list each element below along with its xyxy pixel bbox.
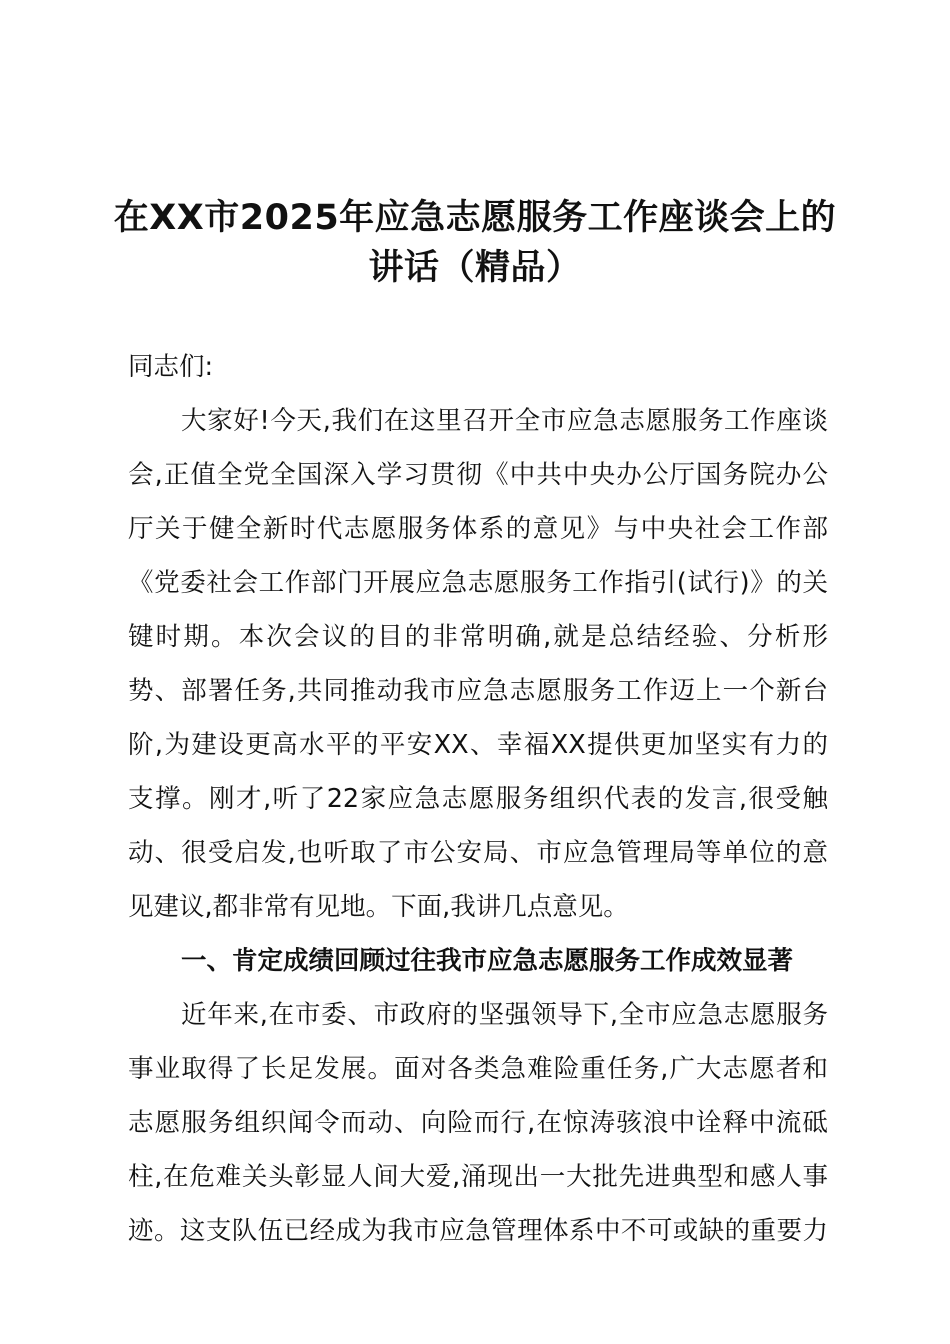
section-heading: 一、肯定成绩回顾过往我市应急志愿服务工作成效显著	[181, 946, 794, 976]
text-line: 会,正值全党全国深入学习贯彻《中共中央办公厅国务院办公	[128, 460, 828, 490]
text-line: 见建议,都非常有见地。下面,我讲几点意见。	[128, 892, 629, 922]
paragraph-intro	[128, 394, 828, 934]
text-line: 大家好!今天,我们在这里召开全市应急志愿服务工作座谈	[181, 406, 828, 436]
text-line: 支撑。刚才,听了22家应急志愿服务组织代表的发言,很受触	[128, 784, 828, 814]
title-line: 讲话（精品）	[368, 248, 582, 288]
text-line: 动、很受启发,也听取了市公安局、市应急管理局等单位的意	[128, 838, 828, 868]
text-line: 势、部署任务,共同推动我市应急志愿服务工作迈上一个新台	[128, 676, 828, 706]
text-line: 事业取得了长足发展。面对各类急难险重任务,广大志愿者和	[128, 1054, 828, 1084]
paragraph-achievements	[128, 988, 828, 1258]
document-title	[0, 193, 950, 293]
text-line: 键时期。本次会议的目的非常明确,就是总结经验、分析形	[128, 622, 828, 652]
text-line: 厅关于健全新时代志愿服务体系的意见》与中央社会工作部	[128, 514, 828, 544]
text-line: 阶,为建设更高水平的平安XX、幸福XX提供更加坚实有力的	[128, 730, 828, 760]
text-line: 志愿服务组织闻令而动、向险而行,在惊涛骇浪中诠释中流砥	[128, 1108, 828, 1138]
text-line: 近年来,在市委、市政府的坚强领导下,全市应急志愿服务	[181, 1000, 828, 1030]
text-line: 迹。这支队伍已经成为我市应急管理体系中不可或缺的重要力	[128, 1216, 828, 1246]
salutation: 同志们:	[128, 352, 214, 382]
text-line: 《党委社会工作部门开展应急志愿服务工作指引(试行)》的关	[128, 568, 828, 598]
title-line: 在XX市2025年应急志愿服务工作座谈会上的	[113, 198, 837, 238]
document-body	[128, 340, 828, 1258]
text-line: 柱,在危难关头彰显人间大爱,涌现出一大批先进典型和感人事	[128, 1162, 828, 1192]
